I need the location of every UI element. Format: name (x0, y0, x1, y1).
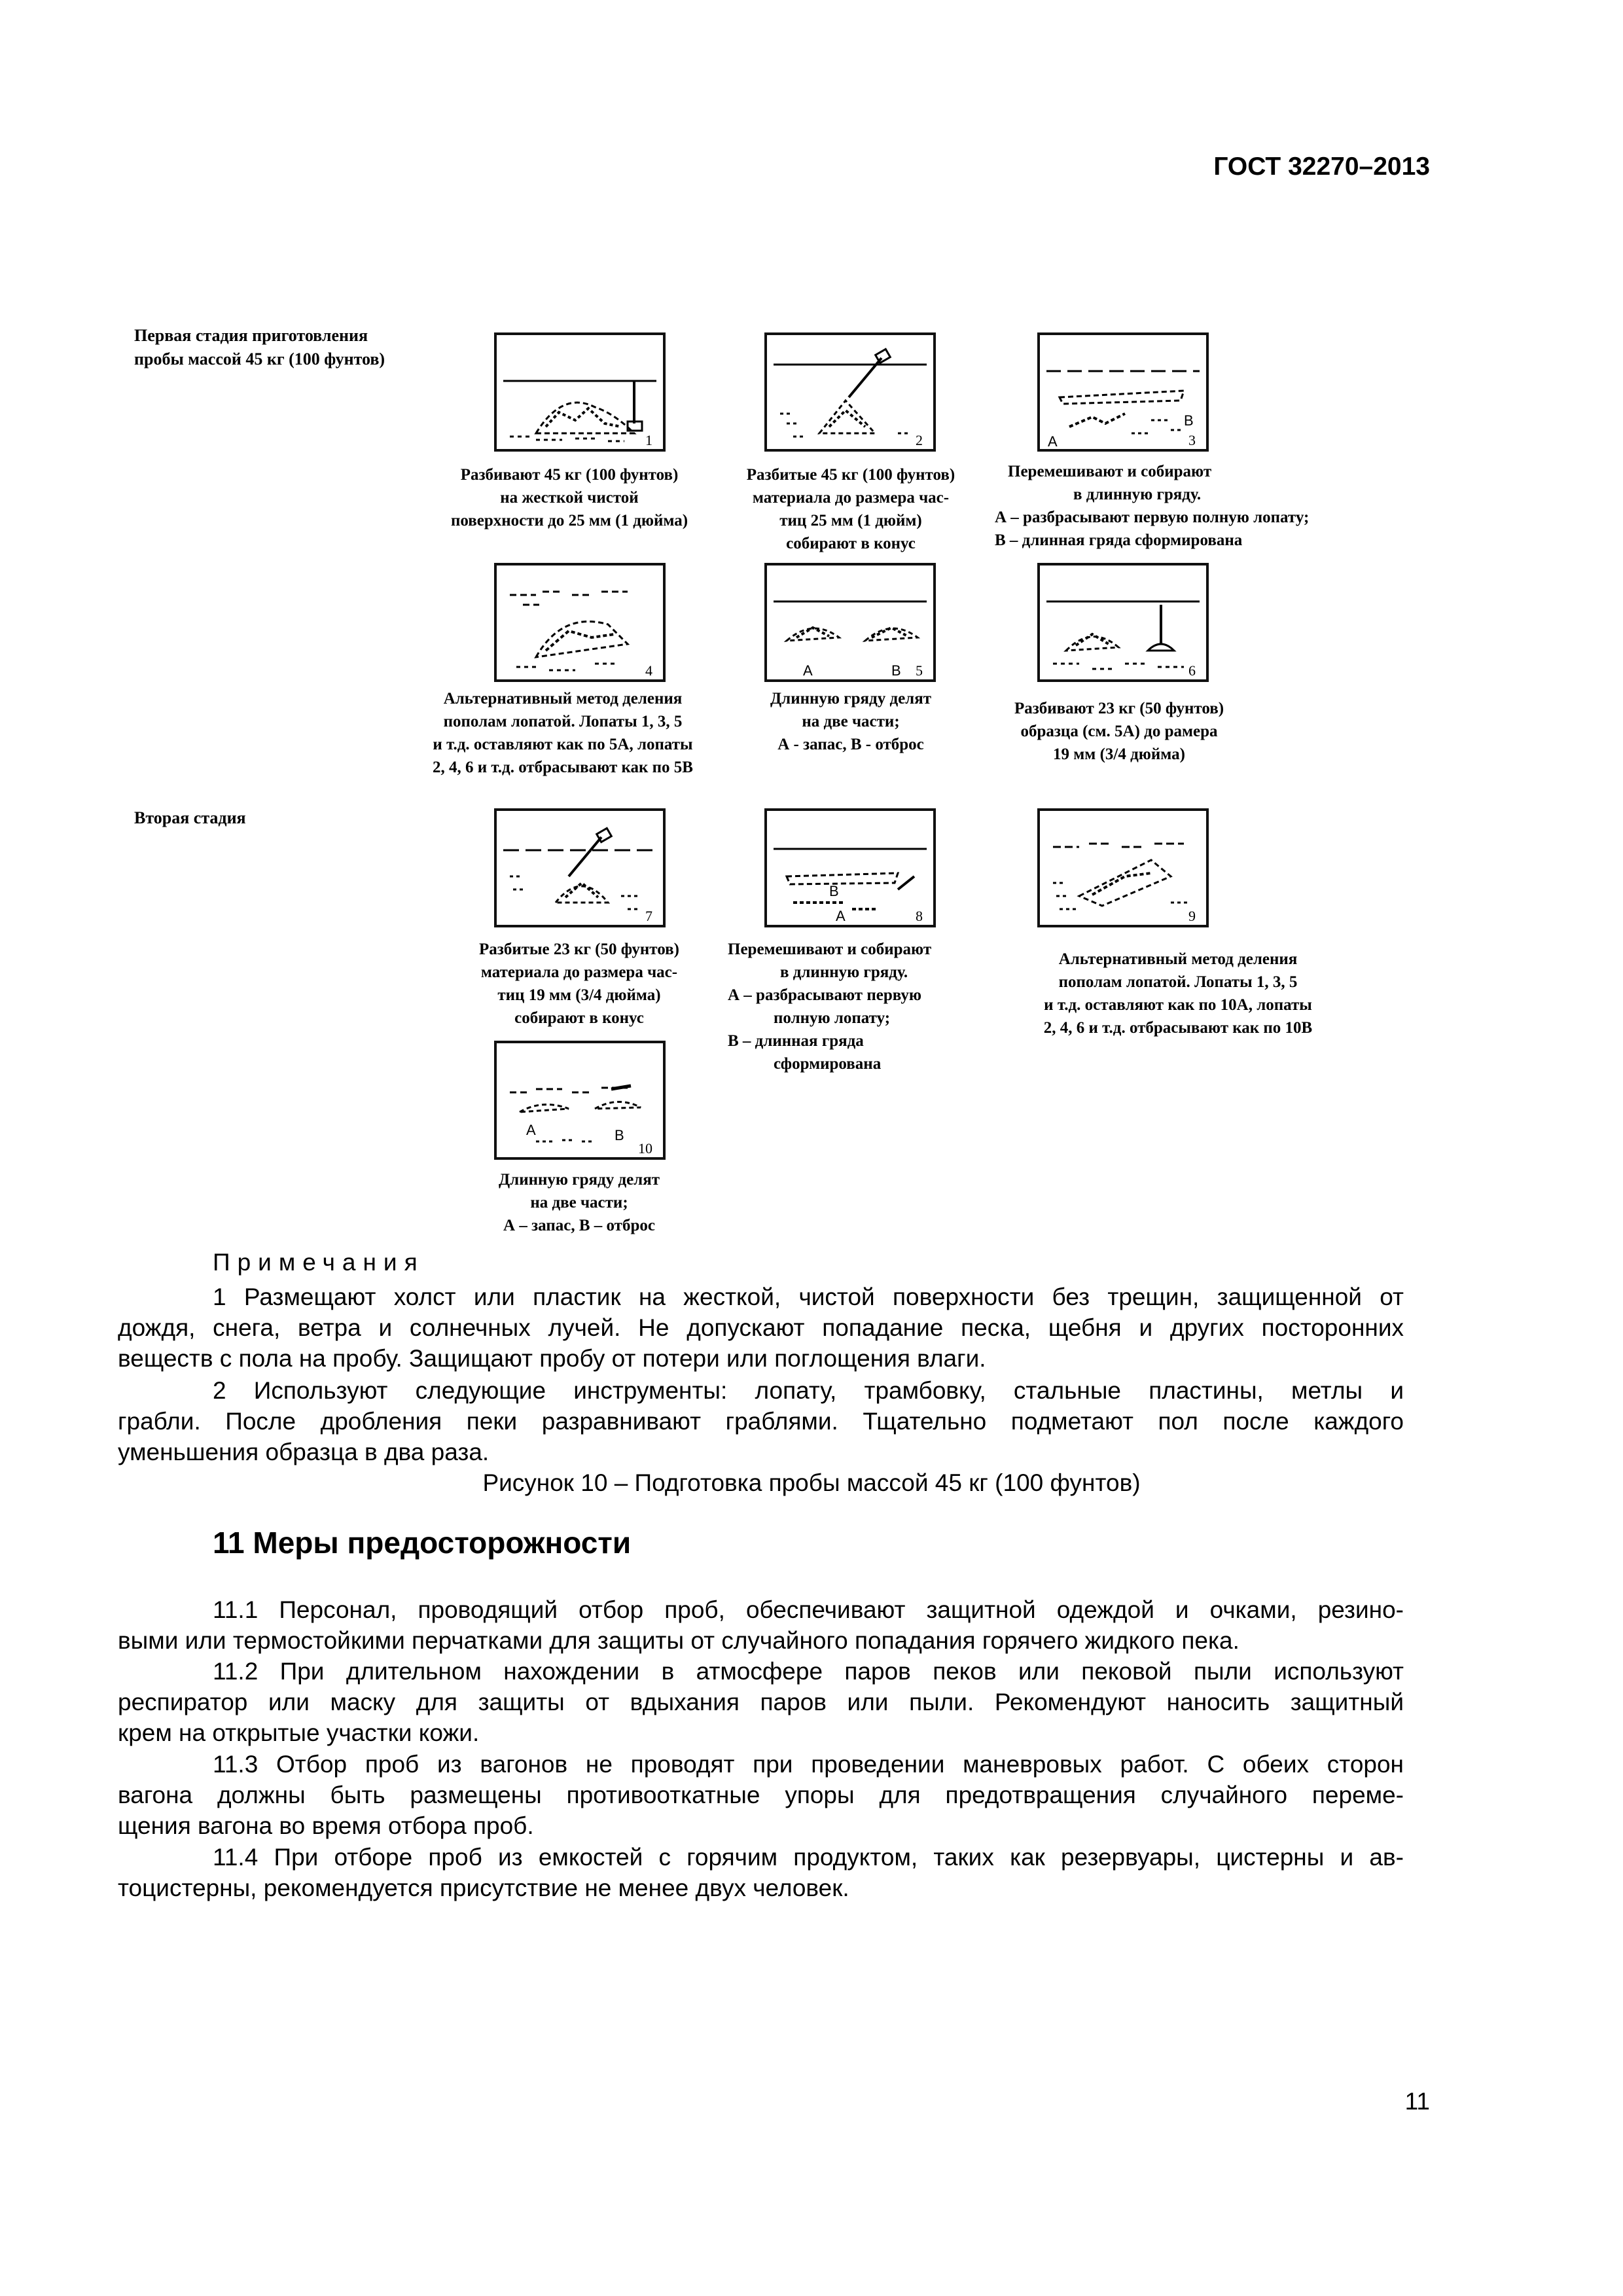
panel-3-mark-b: B (1184, 412, 1194, 429)
note-2: 2 Используют следующие инструменты: лопату, трамбовку, стальные пластины, метлы и грабли. После дробления пеки разравнивают граблями. Тщательно подметают пол после каждого уменьшения образца в два раза. (118, 1377, 1404, 1465)
figure-panel-2 (764, 332, 936, 452)
paragraph-11-3: 11.3 Отбор проб из вагонов не проводят при проведении маневровых работ. С обеих сторон вагона должны быть размещены противооткатные упоры для предотвращения случайного переме- щения вагона во время отбора проб. (118, 1751, 1404, 1839)
paragraph-11-4: 11.4 При отборе проб из емкостей с горячим продуктом, таких как резервуары, цистерны и ав- тоцистерны, рекомендуется присутствие не менее двух человек. (118, 1844, 1404, 1901)
note-1: 1 Размещают холст или пластик на жесткой, чистой поверхности без трещин, защищенной от дождя, снега, ветра и солнечных лучей. Не допускают попадание песка, щебня и других посторонних веществ с пола на пробу. Защищают пробу от потери или поглощения влаги. (118, 1283, 1404, 1372)
panel-9-caption: Альтернативный метод деления пополам лопатой. Лопаты 1, 3, 5 и т.д. оставляют как по 10А, лопаты 2, 4, 6 и т.д. отбрасывают как по 10В (1043, 950, 1313, 1037)
panel-7-number: 7 (645, 908, 652, 924)
panel-10-mark-a: A (526, 1122, 536, 1138)
panel-2-number: 2 (916, 432, 923, 448)
document-header: ГОСТ 32270–2013 (1213, 152, 1430, 181)
panel-3-caption: Перемешивают и собирают в длинную гряду. А – разбрасывают первую полную лопату; В – длинная гряда сформирована (995, 463, 1310, 549)
panel-10-caption: Длинную гряду делят на две части; А – запас, В – отброс (498, 1171, 660, 1234)
panel-5-number: 5 (916, 662, 923, 679)
panel-2-caption: Разбитые 45 кг (100 фунтов) материала до размера час- тиц 25 мм (1 дюйм) собирают в конус (746, 466, 955, 552)
panel-8-mark-b: B (829, 883, 839, 899)
figure-panel-8 (764, 808, 936, 927)
panel-6-number: 6 (1188, 662, 1196, 679)
panel-3-mark-a: A (1048, 433, 1058, 449)
figure-panel-4 (494, 563, 666, 682)
figure-panel-9 (1037, 808, 1209, 927)
figure-panel-6 (1037, 563, 1209, 682)
panel-8-caption: Перемешивают и собирают в длинную гряду. А – разбрасывают первую полную лопату; В – длинная гряда сформирована (728, 941, 932, 1073)
panel-10-mark-b: B (615, 1127, 624, 1143)
stage2-label: Вторая стадия (134, 808, 246, 827)
stage1-label: Первая стадия приготовления пробы массой 45 кг (100 фунтов) (134, 326, 385, 368)
paragraph-11-2: 11.2 При длительном нахождении в атмосфере паров пеков или пековой пыли используют респиратор или маску для защиты от вдыхания паров или пыли. Рекомендуют наносить защитный крем на открытые участки кожи. (118, 1658, 1404, 1746)
panel-9-number: 9 (1188, 908, 1196, 924)
panel-8-number: 8 (916, 908, 923, 924)
panel-5-mark-b: B (891, 662, 901, 679)
panel-1-number: 1 (645, 432, 652, 448)
section-title: 11 Меры предосторожности (213, 1526, 632, 1560)
figure-panel-3 (1037, 332, 1209, 452)
panel-3-number: 3 (1188, 432, 1196, 448)
panel-5-mark-a: A (803, 662, 813, 679)
figure-panel-5 (764, 563, 936, 682)
panel-8-mark-a: A (836, 908, 846, 924)
panel-5-caption: Длинную гряду делят на две части; А - запас, В - отброс (770, 690, 932, 753)
panel-1-caption: Разбивают 45 кг (100 фунтов) на жесткой чистой поверхности до 25 мм (1 дюйма) (450, 466, 688, 529)
figure-panel-10 (494, 1041, 666, 1160)
figure-caption: Рисунок 10 – Подготовка пробы массой 45 кг (100 фунтов) (482, 1469, 1141, 1496)
paragraph-11-1: 11.1 Персонал, проводящий отбор проб, обеспечивают защитной одеждой и очками, резино- выми или термостойкими перчатками для защиты от случайного попадания горячего жидкого пека. (118, 1596, 1404, 1654)
figure-panel-1 (494, 332, 666, 452)
panel-4-caption: Альтернативный метод деления пополам лопатой. Лопаты 1, 3, 5 и т.д. оставляют как по 5А, лопаты 2, 4, 6 и т.д. отбрасывают как по 5В (433, 690, 693, 776)
panel-4-number: 4 (645, 662, 652, 679)
page-number: 11 (1404, 2088, 1430, 2115)
panel-6-caption: Разбивают 23 кг (50 фунтов) образца (см. 5А) до рамера 19 мм (3/4 дюйма) (1014, 700, 1224, 763)
figure-panel-7 (494, 808, 666, 927)
panel-7-caption: Разбитые 23 кг (50 фунтов) материала до размера час- тиц 19 мм (3/4 дюйма) собирают в конус (479, 941, 679, 1027)
notes-title: Примечания (213, 1249, 425, 1276)
panel-10-number: 10 (638, 1140, 652, 1157)
